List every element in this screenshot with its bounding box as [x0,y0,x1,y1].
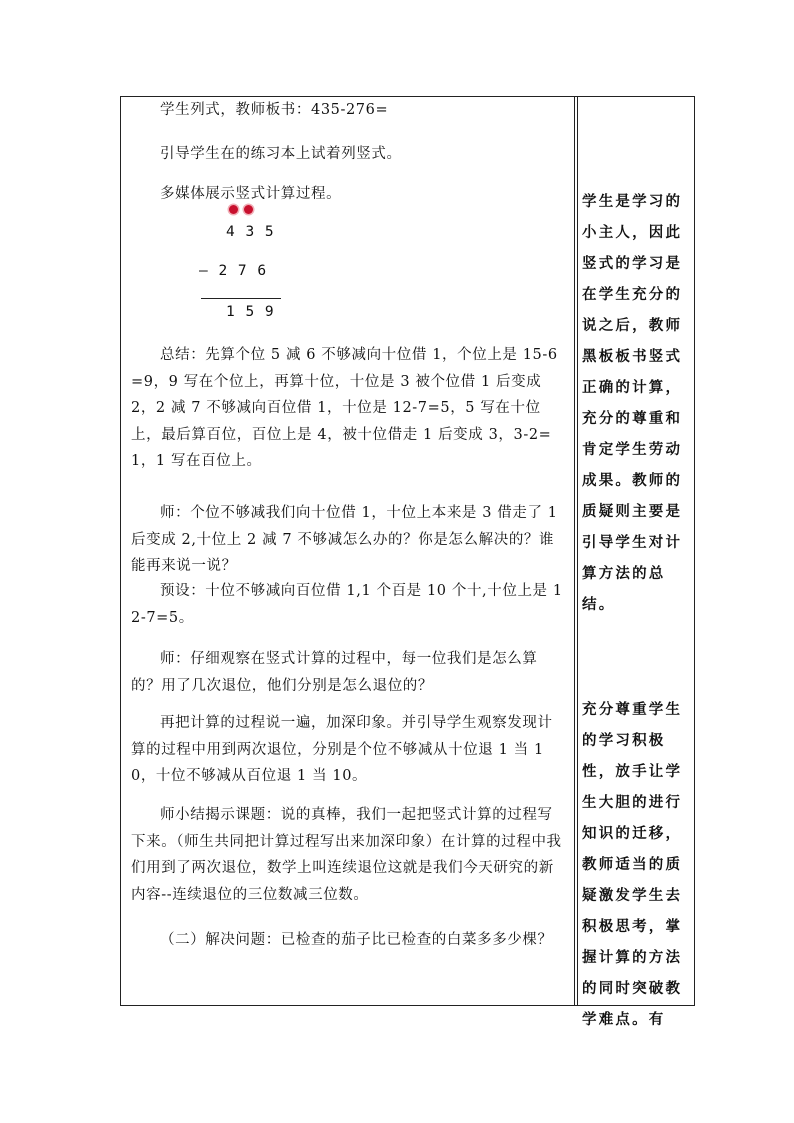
side-note-1: 学生是学习的小主人，因此竖式的学习是在学生充分的说之后，教师黑板板书竖式正确的计算，充分的尊重和肯定学生劳动成果。教师的质疑则主要是引导学生对计算方法的总结。 [582,193,683,613]
borrow-dot-tens [244,205,253,214]
paragraph-multimedia: 多媒体展示竖式计算过程。 [160,186,342,202]
column-divider [574,97,575,1005]
column-divider-inner [577,97,578,1005]
paragraph-conclusion: 师小结揭示课题：说的真棒，我们一起把竖式计算的过程写下来。（师生共同把计算过程写出来加深印象）在计算的过程中我们用到了两次退位，数学上叫连续退位这就是我们今天研究的新内容--连续退位的三位数减三位数。 [131,807,562,903]
paragraph-guide: 引导学生在的练习本上试着列竖式。 [160,146,402,162]
calculation-rule [201,298,281,299]
minuend: 4 3 5 [226,224,275,240]
paragraph-observe: 师：仔细观察在竖式计算的过程中，每一位我们是怎么算的？用了几次退位，他们分别是怎么退位的？ [131,651,538,694]
paragraph-formula: 学生列式，教师板书：435-276= [160,102,389,118]
paragraph-problem: （二）解决问题：已检查的茄子比已检查的白菜多多少棵？ [160,932,553,948]
paragraph-review: 再把计算的过程说一遍，加深印象。并引导学生观察发现计算的过程中用到两次退位，分别是个位不够减从十位退 1 当 10，十位不够减从百位退 1 当 10。 [131,715,553,784]
paragraph-teacher-question: 师：个位不够减我们向十位借 1，十位上本来是 3 借走了 1 后变成 2,十位上 2 减 7 不够减怎么办的？你是怎么解决的？谁能再来说一说？ [131,505,558,574]
side-note-2: 充分尊重学生的学习积极性，放手让学生大胆的进行知识的迁移，教师适当的质疑激发学生去积极思考，掌握计算的方法的同时突破教学难点。有 [582,701,683,1028]
lesson-plan-table [120,96,695,1028]
subtrahend: — 2 7 6 [199,263,268,279]
paragraph-preset: 预设：十位不够减向百位借 1,1 个百是 10 个十,十位上是 12-7=5。 [131,583,563,626]
borrow-dot-hundreds [229,205,238,214]
difference: 1 5 9 [226,304,275,320]
paragraph-summary: 总结：先算个位 5 减 6 不够减向十位借 1，个位上是 15-6=9，9 写在个位上，再算十位，十位是 3 被个位借 1 后变成 2，2 减 7 不够减向百位借 1，十位是 12-7=5，5 写在十位上，最后算百位，百位上是 4，被十位借走 1 后变成 3，3-2=1，1 写在百位上。 [131,347,558,469]
